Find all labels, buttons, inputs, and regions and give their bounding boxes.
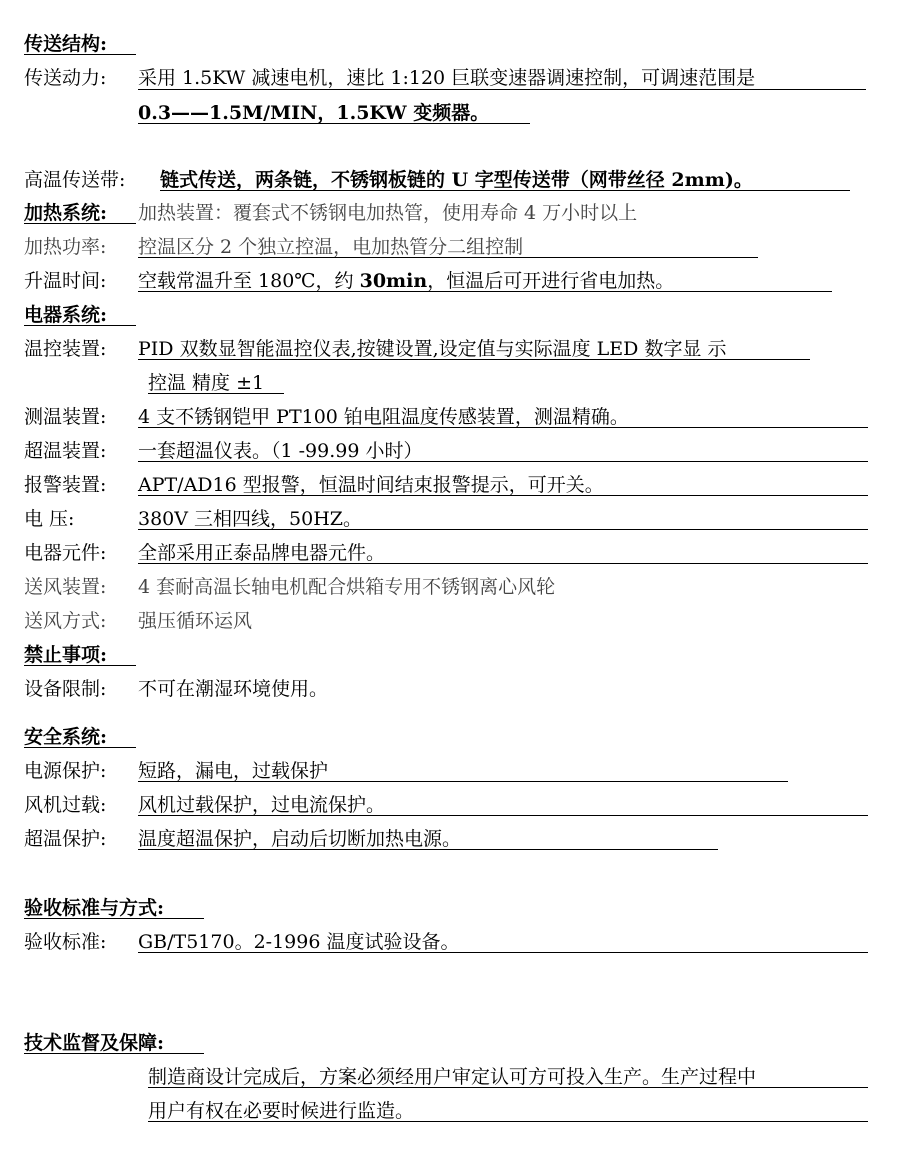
safety-row-label: 电源保护: <box>24 760 107 782</box>
value-underline <box>138 123 530 124</box>
belt-label: 高温传送带: <box>24 169 126 191</box>
heating-power-label: 加热功率: <box>24 236 107 258</box>
electrical-row-label: 温控装置: <box>24 338 107 360</box>
value-underline <box>138 849 718 850</box>
heading-safety: 安全系统: <box>24 726 108 748</box>
acceptance-value: GB/T5170。2-1996 温度试验设备。 <box>138 931 460 953</box>
value-underline <box>138 291 832 292</box>
prohibited-value: 不可在潮湿环境使用。 <box>138 678 329 700</box>
prohibited-label: 设备限制: <box>24 678 107 700</box>
heading-underline <box>24 918 204 919</box>
heating-device-value: 加热装置：覆套式不锈钢电加热管，使用寿命 4 万小时以上 <box>138 202 638 224</box>
heading-underline <box>24 325 136 326</box>
electrical-row-label: 测温装置: <box>24 406 107 428</box>
heading-electrical: 电器系统: <box>24 304 108 326</box>
transmission-power-value-cont: 0.3——1.5M/MIN，1.5KW 变频器。 <box>138 102 490 124</box>
heading-underline <box>24 54 136 55</box>
heading-heating: 加热系统: <box>24 202 108 224</box>
value-underline <box>138 529 868 530</box>
electrical-row-value: 强压循环运风 <box>138 610 253 632</box>
electrical-row-value: 4 支不锈钢铠甲 PT100 铂电阻温度传感装置，测温精确。 <box>138 406 629 428</box>
acceptance-label: 验收标准: <box>24 931 107 953</box>
electrical-row-value: 380V 三相四线，50HZ。 <box>138 508 362 530</box>
belt-value: 链式传送，两条链，不锈钢板链的 U 字型传送带（网带丝径 2mm)。 <box>160 169 753 191</box>
electrical-row-label: 电器元件: <box>24 542 107 564</box>
electrical-row-value: PID 双数显智能温控仪表,按键设置,设定值与实际温度 LED 数字显 示 <box>138 338 727 360</box>
electrical-row-label: 送风装置: <box>24 576 107 598</box>
heading-underline <box>24 665 136 666</box>
heating-rise-label: 升温时间: <box>24 270 107 292</box>
electrical-row-value: 4 套耐高温长轴电机配合烘箱专用不锈钢离心风轮 <box>138 576 556 598</box>
electrical-row-label: 超温装置: <box>24 440 107 462</box>
supervision-line: 用户有权在必要时候进行监造。 <box>148 1100 415 1122</box>
heading-underline <box>24 1053 204 1054</box>
transmission-power-value: 采用 1.5KW 减速电机，速比 1:120 巨联变速器调速控制，可调速范围是 <box>138 67 756 89</box>
value-underline <box>138 781 788 782</box>
electrical-row-label: 电 压: <box>24 508 75 530</box>
transmission-power-label: 传送动力: <box>24 67 107 89</box>
heating-rise-value <box>138 269 674 293</box>
rise-text-a: 空载常温升至 180℃，约 <box>138 270 360 292</box>
value-underline <box>138 257 758 258</box>
value-underline <box>148 1121 868 1122</box>
electrical-row-value: 全部采用正泰品牌电器元件。 <box>138 542 386 564</box>
safety-row-label: 超温保护: <box>24 828 107 850</box>
value-underline <box>148 393 284 394</box>
heading-underline <box>24 747 136 748</box>
electrical-row-value: APT/AD16 型报警，恒温时间结束报警提示，可开关。 <box>138 474 604 496</box>
value-underline <box>138 495 868 496</box>
safety-row-value: 温度超温保护，启动后切断加热电源。 <box>138 828 462 850</box>
heading-prohibited: 禁止事项: <box>24 644 108 666</box>
value-underline <box>148 1087 868 1088</box>
rise-text-b: 30min <box>359 270 428 292</box>
electrical-row-value: 控温 精度 ±1 <box>148 372 265 394</box>
safety-row-label: 风机过载: <box>24 794 107 816</box>
value-underline <box>138 461 868 462</box>
supervision-line: 制造商设计完成后，方案必须经用户审定认可方可投入生产。生产过程中 <box>148 1066 757 1088</box>
value-underline <box>138 952 868 953</box>
value-underline <box>138 815 868 816</box>
heading-acceptance: 验收标准与方式: <box>24 897 165 919</box>
safety-row-value: 风机过载保护，过电流保护。 <box>138 794 386 816</box>
value-underline <box>138 427 868 428</box>
value-underline <box>160 190 850 191</box>
electrical-row-value: 一套超温仪表。（1 -99.99 小时） <box>138 440 423 462</box>
electrical-row-label: 报警装置: <box>24 474 107 496</box>
value-underline <box>138 359 810 360</box>
heating-power-value: 控温区分 2 个独立控温，电加热管分二组控制 <box>138 236 524 258</box>
heading-underline <box>24 223 136 224</box>
heading-supervision: 技术监督及保障: <box>24 1032 165 1054</box>
value-underline <box>138 563 868 564</box>
rise-text-c: ，恒温后可开进行省电加热。 <box>427 270 675 292</box>
value-underline <box>138 89 866 90</box>
safety-row-value: 短路，漏电，过载保护 <box>138 760 329 782</box>
heading-transmission: 传送结构: <box>24 33 108 55</box>
electrical-row-label: 送风方式: <box>24 610 107 632</box>
